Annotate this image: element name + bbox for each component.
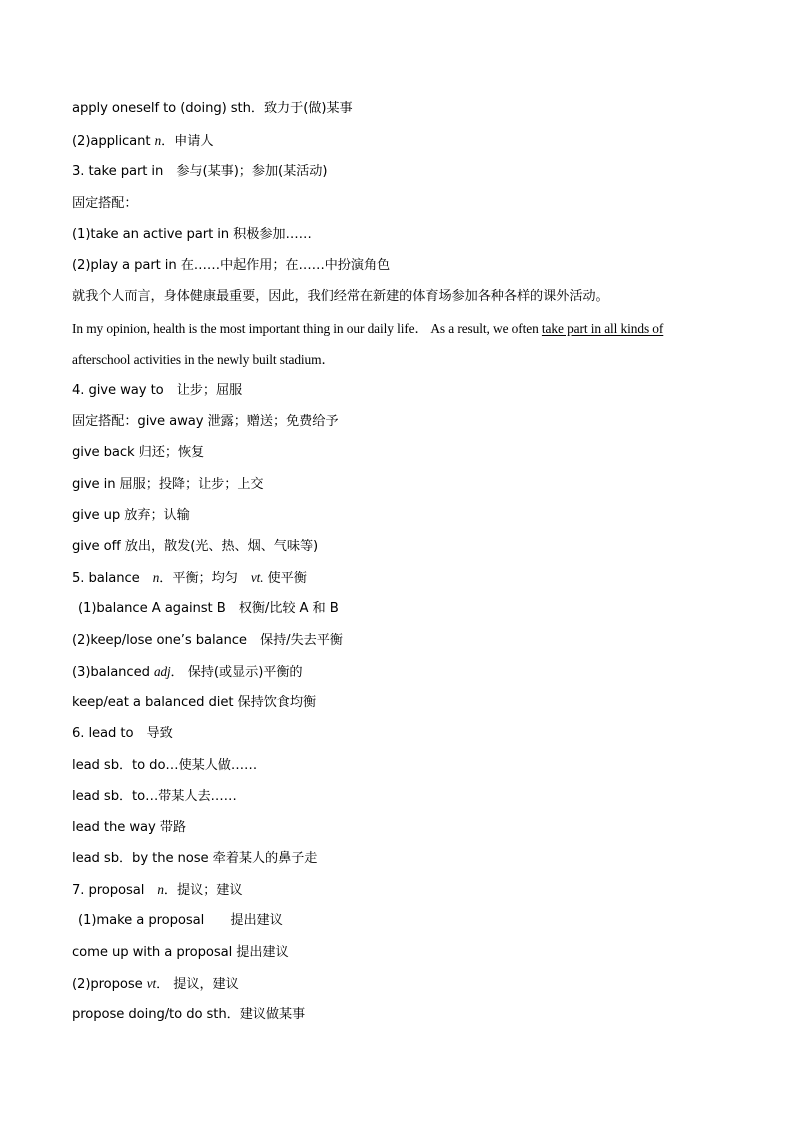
text-line-16 xyxy=(72,567,307,589)
chinese-example-sentence: 就我个人而言，身体健康最重要，因此，我们经常在新建的体育场参加各种各样的课外活动。 xyxy=(72,289,609,304)
meaning: ． 提议，建议 xyxy=(156,977,239,992)
text-line-1: apply oneself to (doing) sth．致力于(做)某事 xyxy=(72,101,353,116)
meaning: ．平衡；均匀 xyxy=(159,571,251,586)
text-line-28: come up with a proposal 提出建议 xyxy=(72,945,289,960)
part-of-speech: vt xyxy=(146,976,157,991)
text-line-29 xyxy=(72,973,239,995)
text-line-13: give in 屈服；投降；让步；上交 xyxy=(72,477,264,492)
text-line-3: 3. take part in 参与(某事)；参加(某活动) xyxy=(72,164,328,179)
text-line-22: lead sb．to do…使某人做…… xyxy=(72,758,258,773)
text-line-5: (1)take an active part in 积极参加…… xyxy=(72,227,312,242)
text-line-18: (2)keep/lose one’s balance 保持/失去平衡 xyxy=(72,633,343,648)
text-line-14: give up 放弃；认输 xyxy=(72,508,190,523)
sentence-text: In my opinion, health is the most important thing in our daily life． As a result, we often xyxy=(72,321,542,336)
term: 7. proposal xyxy=(72,883,158,898)
text-line-15: give off 放出，散发(光、热、烟、气味等) xyxy=(72,539,319,554)
meaning: 使平衡 xyxy=(263,571,307,586)
text-line-6: (2)play a part in 在……中起作用；在……中扮演角色 xyxy=(72,258,391,273)
text-line-2 xyxy=(72,130,213,152)
text-line-26 xyxy=(72,879,242,901)
term: (3)balanced xyxy=(72,665,154,680)
part-of-speech: adj xyxy=(153,664,171,679)
term: 5. balance xyxy=(72,571,153,586)
part-of-speech: n xyxy=(152,570,160,585)
text-line-21: 6. lead to 导致 xyxy=(72,726,173,741)
text-line-30: propose doing/to do sth．建议做某事 xyxy=(72,1007,306,1022)
text-line-19 xyxy=(72,661,303,683)
part-of-speech: vt. xyxy=(250,570,264,585)
english-example-sentence xyxy=(72,318,663,340)
part-of-speech: n xyxy=(154,133,162,148)
term: (2)applicant xyxy=(72,134,155,149)
text-line-27: (1)make a proposal 提出建议 xyxy=(78,913,283,928)
text-line-24: lead the way 带路 xyxy=(72,820,186,835)
underlined-answer: take part in all kinds of xyxy=(541,321,664,336)
text-line-12: give back 归还；恢复 xyxy=(72,445,205,460)
meaning: ．申请人 xyxy=(161,134,214,149)
text-line-10: 4. give way to 让步；屈服 xyxy=(72,383,243,398)
english-example-sentence-cont: afterschool activities in the newly built stadium． xyxy=(72,352,335,367)
text-line-23: lead sb．to…带某人去…… xyxy=(72,789,237,804)
text-line-4: 固定搭配： xyxy=(72,196,138,211)
meaning: ．提议；建议 xyxy=(163,883,243,898)
text-line-17: (1)balance A against B 权衡/比较 A 和 B xyxy=(78,601,339,616)
part-of-speech: n xyxy=(157,882,164,897)
text-line-20: keep/eat a balanced diet 保持饮食均衡 xyxy=(72,695,317,710)
text-line-11: 固定搭配：give away 泄露；赠送；免费给予 xyxy=(72,414,339,429)
meaning: ． 保持(或显示)平衡的 xyxy=(170,665,303,680)
term: (2)propose xyxy=(72,977,147,992)
text-line-25: lead sb．by the nose 牵着某人的鼻子走 xyxy=(72,851,318,866)
